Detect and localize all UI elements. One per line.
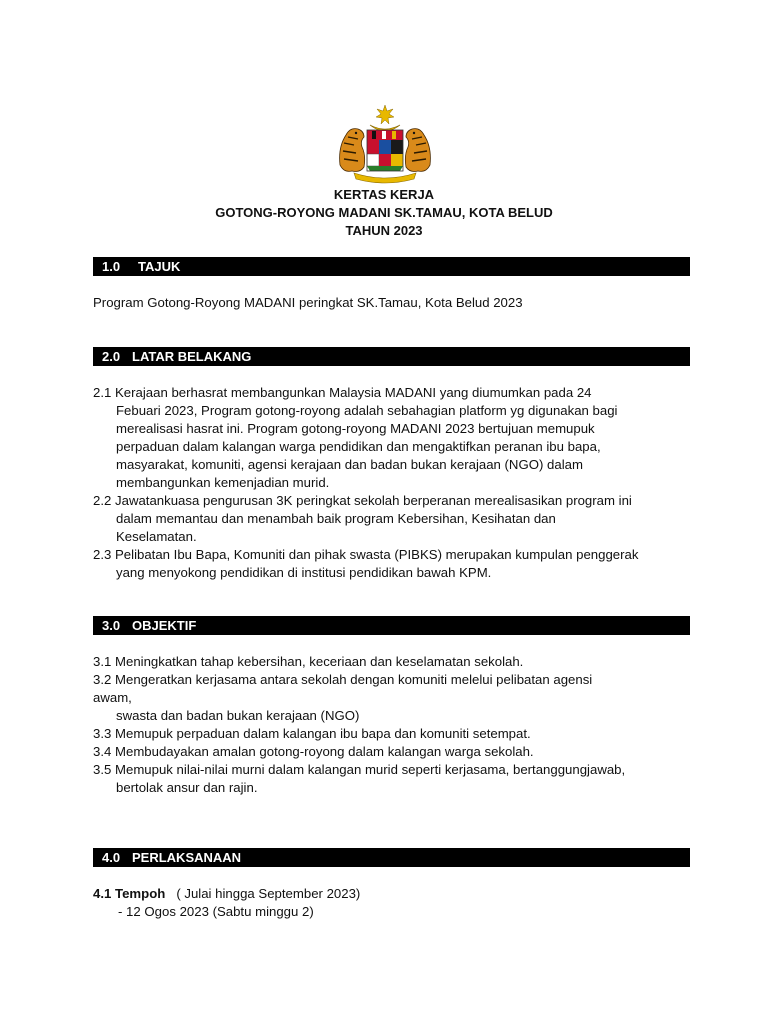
item-text: Kerajaan berhasrat membangunkan Malaysia MADANI yang diumumkan pada 24	[115, 385, 592, 400]
list-item: 3.1 Meningkatkan tahap kebersihan, keceriaan dan keselamatan sekolah.	[93, 654, 524, 669]
list-item: swasta dan badan bukan kerajaan (NGO)	[116, 708, 360, 723]
section-label: TAJUK	[138, 259, 181, 274]
subsection-detail: ( Julai hingga September 2023)	[176, 886, 361, 901]
section-header-tajuk	[93, 257, 690, 276]
list-item	[93, 384, 693, 492]
title-line-3: TAHUN 2023	[345, 223, 423, 238]
section-header-objektif	[93, 616, 690, 635]
subsection-heading	[93, 885, 693, 903]
section-number: 1.0	[102, 259, 121, 274]
title-line-2: GOTONG-ROYONG MADANI SK.TAMAU, KOTA BELUD	[215, 205, 553, 220]
item-text: dalam memantau dan menambah baik program Kebersihan, Kesihatan dan	[116, 511, 556, 526]
section-body-latar-belakang	[93, 384, 693, 582]
item-text: merealisasi hasrat ini. Program gotong-royong MADANI 2023 bertujuan memupuk	[116, 421, 595, 436]
section-number: 2.0	[102, 349, 121, 364]
title-line-1: KERTAS KERJA	[333, 187, 435, 202]
section-label: PERLAKSANAAN	[132, 850, 242, 865]
item-text: perpaduan dalam kalangan warga pendidikan dan mengaktifkan peranan ibu bapa,	[116, 439, 601, 454]
list-item: 3.3 Memupuk perpaduan dalam kalangan ibu bapa dan komuniti setempat.	[93, 726, 531, 741]
item-text: Pelibatan Ibu Bapa, Komuniti dan pihak swasta (PIBKS) merupakan kumpulan penggerak	[115, 547, 639, 562]
list-item: 3.4 Membudayakan amalan gotong-royong dalam kalangan warga sekolah.	[93, 744, 534, 759]
list-item	[93, 492, 693, 546]
item-number: 2.1	[93, 385, 112, 400]
section-body-tajuk: Program Gotong-Royong MADANI peringkat SK.Tamau, Kota Belud 2023	[93, 295, 523, 310]
section-number: 3.0	[102, 618, 121, 633]
date-line: - 12 Ogos 2023 (Sabtu minggu 2)	[118, 904, 314, 919]
list-item: bertolak ansur dan rajin.	[116, 780, 258, 795]
section-label: LATAR BELAKANG	[132, 349, 252, 364]
document-title	[0, 186, 768, 240]
section-number: 4.0	[102, 850, 121, 865]
item-text: membangunkan kemenjadian murid.	[116, 475, 330, 490]
item-text: Jawatankuasa pengurusan 3K peringkat sekolah berperanan merealisasikan program ini	[115, 493, 632, 508]
item-text: masyarakat, komuniti, agensi kerajaan dan badan bukan kerajaan (NGO) dalam	[116, 457, 583, 472]
list-item	[93, 546, 693, 582]
coat-of-arms-logo	[334, 103, 436, 185]
section-header-perlaksanaan	[93, 848, 690, 867]
item-text: Febuari 2023, Program gotong-royong adalah sebahagian platform yg digunakan bagi	[116, 403, 618, 418]
item-number: 2.2	[93, 493, 112, 508]
section-body-perlaksanaan	[93, 885, 693, 921]
section-label: OBJEKTIF	[132, 618, 197, 633]
list-item: awam,	[93, 690, 132, 705]
section-body-objektif	[93, 653, 693, 797]
list-item: 3.5 Memupuk nilai-nilai murni dalam kalangan murid seperti kerjasama, bertanggungjawab,	[93, 762, 626, 777]
item-number: 2.3	[93, 547, 112, 562]
item-text: yang menyokong pendidikan di institusi pendidikan bawah KPM.	[116, 565, 492, 580]
item-text: Keselamatan.	[116, 529, 197, 544]
subsection-label: 4.1 Tempoh	[93, 886, 166, 901]
section-header-latar-belakang	[93, 347, 690, 366]
list-item: 3.2 Mengeratkan kerjasama antara sekolah dengan komuniti melelui pelibatan agensi	[93, 672, 593, 687]
